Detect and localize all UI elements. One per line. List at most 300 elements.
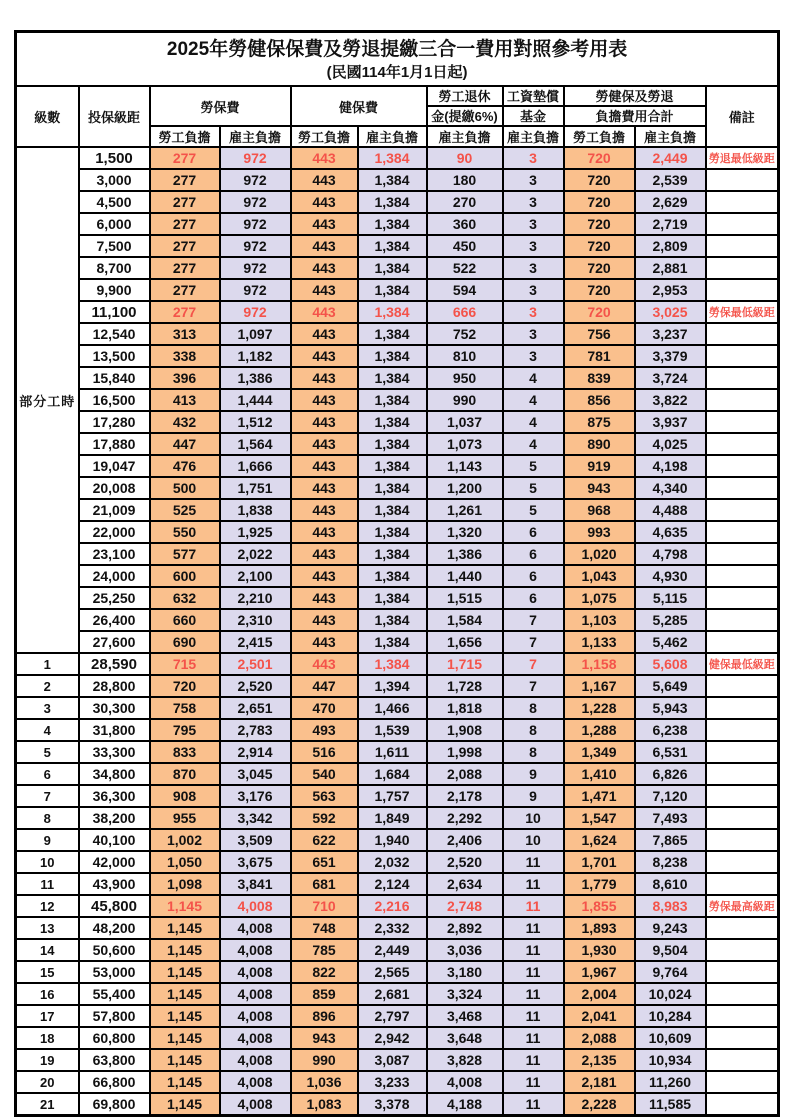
labor-employee-cell: 277 xyxy=(150,301,220,323)
level-cell: 10 xyxy=(16,851,79,873)
health-employee-cell: 493 xyxy=(291,719,358,741)
bracket-cell: 34,800 xyxy=(79,763,150,785)
health-employee-cell: 443 xyxy=(291,279,358,301)
wage-fund-employer-cell: 11 xyxy=(503,1027,564,1049)
pension-employer-cell: 180 xyxy=(427,169,503,191)
total-employer-cell: 5,649 xyxy=(635,675,706,697)
table-row xyxy=(16,851,779,873)
labor-employee-cell: 277 xyxy=(150,279,220,301)
labor-employer-cell: 1,182 xyxy=(220,345,291,367)
health-employee-cell: 592 xyxy=(291,807,358,829)
level-cell: 8 xyxy=(16,807,79,829)
bracket-cell: 50,600 xyxy=(79,939,150,961)
pension-employer-cell: 950 xyxy=(427,367,503,389)
labor-employer-cell: 3,342 xyxy=(220,807,291,829)
level-cell: 20 xyxy=(16,1071,79,1093)
health-employer-cell: 1,384 xyxy=(358,653,427,675)
total-employer-cell: 2,629 xyxy=(635,191,706,213)
table-row xyxy=(16,587,779,609)
pension-employer-cell: 594 xyxy=(427,279,503,301)
health-employer-cell: 1,384 xyxy=(358,213,427,235)
pension-employer-cell: 1,440 xyxy=(427,565,503,587)
total-employee-cell: 2,135 xyxy=(564,1049,635,1071)
wage-fund-employer-cell: 4 xyxy=(503,389,564,411)
total-employee-cell: 1,043 xyxy=(564,565,635,587)
wage-fund-employer-cell: 9 xyxy=(503,763,564,785)
remark-cell xyxy=(706,1093,779,1116)
health-employer-cell: 2,216 xyxy=(358,895,427,917)
health-employee-cell: 681 xyxy=(291,873,358,895)
table-row xyxy=(16,829,779,851)
table-row xyxy=(16,961,779,983)
remark-cell xyxy=(706,675,779,697)
labor-employee-cell: 1,098 xyxy=(150,873,220,895)
pension-employer-cell: 2,178 xyxy=(427,785,503,807)
labor-employee-cell: 277 xyxy=(150,235,220,257)
wage-fund-employer-cell: 11 xyxy=(503,1005,564,1027)
bracket-cell: 36,300 xyxy=(79,785,150,807)
wage-fund-employer-cell: 4 xyxy=(503,367,564,389)
table-row xyxy=(16,279,779,301)
total-employer-cell: 3,822 xyxy=(635,389,706,411)
total-employer-cell: 3,724 xyxy=(635,367,706,389)
remark-cell xyxy=(706,477,779,499)
health-employee-cell: 443 xyxy=(291,543,358,565)
total-employee-cell: 720 xyxy=(564,213,635,235)
health-employee-cell: 622 xyxy=(291,829,358,851)
bracket-cell: 33,300 xyxy=(79,741,150,763)
labor-employee-cell: 1,050 xyxy=(150,851,220,873)
total-employee-cell: 1,624 xyxy=(564,829,635,851)
pension-employer-cell: 3,648 xyxy=(427,1027,503,1049)
page-title: 2025年勞健保保費及勞退提繳三合一費用對照參考用表 xyxy=(166,39,628,61)
health-employee-cell: 943 xyxy=(291,1027,358,1049)
wage-fund-employer-cell: 3 xyxy=(503,235,564,257)
health-employer-cell: 1,384 xyxy=(358,389,427,411)
remark-cell xyxy=(706,873,779,895)
remark-cell xyxy=(706,213,779,235)
wage-fund-employer-cell: 3 xyxy=(503,191,564,213)
pension-employer-cell: 810 xyxy=(427,345,503,367)
table-row xyxy=(16,873,779,895)
remark-cell xyxy=(706,499,779,521)
table-row xyxy=(16,455,779,477)
labor-employer-cell: 1,751 xyxy=(220,477,291,499)
remark-cell xyxy=(706,367,779,389)
total-employee-cell: 1,349 xyxy=(564,741,635,763)
total-employee-cell: 2,228 xyxy=(564,1093,635,1116)
pension-employer-cell: 90 xyxy=(427,147,503,169)
pension-employer-cell: 1,200 xyxy=(427,477,503,499)
health-employee-cell: 1,083 xyxy=(291,1093,358,1116)
labor-employee-cell: 1,145 xyxy=(150,961,220,983)
labor-employer-cell: 1,666 xyxy=(220,455,291,477)
labor-employer-cell: 4,008 xyxy=(220,983,291,1005)
labor-employee-cell: 476 xyxy=(150,455,220,477)
wage-fund-employer-cell: 10 xyxy=(503,807,564,829)
wage-fund-employer-cell: 3 xyxy=(503,345,564,367)
total-employee-cell: 993 xyxy=(564,521,635,543)
pension-employer-cell: 666 xyxy=(427,301,503,323)
col-header-labor-insurance: 勞保費 xyxy=(150,86,291,126)
labor-employee-cell: 1,145 xyxy=(150,939,220,961)
labor-employee-cell: 432 xyxy=(150,411,220,433)
bracket-cell: 19,047 xyxy=(79,455,150,477)
health-employer-cell: 1,849 xyxy=(358,807,427,829)
level-cell: 5 xyxy=(16,741,79,763)
level-cell: 18 xyxy=(16,1027,79,1049)
total-employer-cell: 5,462 xyxy=(635,631,706,653)
health-employer-cell: 1,384 xyxy=(358,543,427,565)
bracket-cell: 12,540 xyxy=(79,323,150,345)
health-employee-cell: 443 xyxy=(291,587,358,609)
health-employee-cell: 540 xyxy=(291,763,358,785)
table-row xyxy=(16,653,779,675)
bracket-cell: 16,500 xyxy=(79,389,150,411)
total-employer-cell: 5,943 xyxy=(635,697,706,719)
labor-employer-cell: 2,210 xyxy=(220,587,291,609)
wage-fund-employer-cell: 3 xyxy=(503,213,564,235)
labor-employer-cell: 2,501 xyxy=(220,653,291,675)
col-header-pension-line2: 金(提繳6%) xyxy=(427,106,503,126)
remark-cell xyxy=(706,961,779,983)
wage-fund-employer-cell: 8 xyxy=(503,719,564,741)
labor-employee-cell: 955 xyxy=(150,807,220,829)
total-employee-cell: 1,779 xyxy=(564,873,635,895)
health-employee-cell: 990 xyxy=(291,1049,358,1071)
health-employee-cell: 443 xyxy=(291,213,358,235)
wage-fund-employer-cell: 5 xyxy=(503,455,564,477)
bracket-cell: 25,250 xyxy=(79,587,150,609)
level-cell: 14 xyxy=(16,939,79,961)
total-employee-cell: 1,158 xyxy=(564,653,635,675)
labor-employee-cell: 500 xyxy=(150,477,220,499)
remark-cell xyxy=(706,323,779,345)
health-employee-cell: 443 xyxy=(291,257,358,279)
pension-employer-cell: 3,468 xyxy=(427,1005,503,1027)
health-employer-cell: 2,124 xyxy=(358,873,427,895)
table-row xyxy=(16,147,779,169)
total-employee-cell: 1,967 xyxy=(564,961,635,983)
pension-employer-cell: 1,656 xyxy=(427,631,503,653)
health-employee-cell: 896 xyxy=(291,1005,358,1027)
bracket-cell: 60,800 xyxy=(79,1027,150,1049)
bracket-cell: 53,000 xyxy=(79,961,150,983)
table-row xyxy=(16,213,779,235)
total-employee-cell: 890 xyxy=(564,433,635,455)
bracket-cell: 30,300 xyxy=(79,697,150,719)
pension-employer-cell: 4,008 xyxy=(427,1071,503,1093)
remark-cell xyxy=(706,917,779,939)
wage-fund-employer-cell: 3 xyxy=(503,279,564,301)
wage-fund-employer-cell: 10 xyxy=(503,829,564,851)
health-employee-cell: 447 xyxy=(291,675,358,697)
total-employee-cell: 2,088 xyxy=(564,1027,635,1049)
labor-employer-cell: 1,386 xyxy=(220,367,291,389)
wage-fund-employer-cell: 7 xyxy=(503,653,564,675)
table-row xyxy=(16,389,779,411)
health-employer-cell: 1,384 xyxy=(358,477,427,499)
table-row xyxy=(16,345,779,367)
total-employer-cell: 2,449 xyxy=(635,147,706,169)
labor-employee-cell: 660 xyxy=(150,609,220,631)
remark-cell xyxy=(706,785,779,807)
total-employer-cell: 5,285 xyxy=(635,609,706,631)
remark-cell xyxy=(706,851,779,873)
remark-cell xyxy=(706,169,779,191)
health-employee-cell: 443 xyxy=(291,147,358,169)
level-cell: 2 xyxy=(16,675,79,697)
total-employee-cell: 720 xyxy=(564,235,635,257)
bracket-cell: 15,840 xyxy=(79,367,150,389)
level-cell: 9 xyxy=(16,829,79,851)
bracket-cell: 11,100 xyxy=(79,301,150,323)
total-employee-cell: 720 xyxy=(564,301,635,323)
wage-fund-employer-cell: 8 xyxy=(503,741,564,763)
health-employee-cell: 785 xyxy=(291,939,358,961)
wage-fund-employer-cell: 6 xyxy=(503,543,564,565)
pension-employer-cell: 1,728 xyxy=(427,675,503,697)
total-employer-cell: 8,610 xyxy=(635,873,706,895)
table-row xyxy=(16,1049,779,1071)
labor-employee-cell: 715 xyxy=(150,653,220,675)
health-employer-cell: 1,384 xyxy=(358,301,427,323)
table-row xyxy=(16,367,779,389)
total-employee-cell: 1,103 xyxy=(564,609,635,631)
total-employee-cell: 756 xyxy=(564,323,635,345)
health-employer-cell: 1,384 xyxy=(358,345,427,367)
health-employer-cell: 1,384 xyxy=(358,631,427,653)
health-employer-cell: 1,384 xyxy=(358,147,427,169)
total-employer-cell: 4,798 xyxy=(635,543,706,565)
labor-employee-cell: 1,002 xyxy=(150,829,220,851)
pension-employer-cell: 2,520 xyxy=(427,851,503,873)
bracket-cell: 48,200 xyxy=(79,917,150,939)
labor-employee-cell: 908 xyxy=(150,785,220,807)
table-row xyxy=(16,895,779,917)
table-row xyxy=(16,235,779,257)
subheader-wage-fund-employer: 雇主負擔 xyxy=(503,126,564,147)
health-employer-cell: 1,384 xyxy=(358,323,427,345)
remark-cell xyxy=(706,719,779,741)
bracket-cell: 57,800 xyxy=(79,1005,150,1027)
labor-employer-cell: 972 xyxy=(220,301,291,323)
labor-employer-cell: 972 xyxy=(220,191,291,213)
wage-fund-employer-cell: 7 xyxy=(503,631,564,653)
bracket-cell: 22,000 xyxy=(79,521,150,543)
total-employer-cell: 3,937 xyxy=(635,411,706,433)
pension-employer-cell: 1,037 xyxy=(427,411,503,433)
total-employer-cell: 4,635 xyxy=(635,521,706,543)
bracket-cell: 7,500 xyxy=(79,235,150,257)
subheader-total-employee: 勞工負擔 xyxy=(564,126,635,147)
wage-fund-employer-cell: 11 xyxy=(503,851,564,873)
pension-employer-cell: 1,386 xyxy=(427,543,503,565)
health-employee-cell: 443 xyxy=(291,411,358,433)
pension-employer-cell: 522 xyxy=(427,257,503,279)
pension-employer-cell: 2,748 xyxy=(427,895,503,917)
level-cell: 13 xyxy=(16,917,79,939)
labor-employer-cell: 3,045 xyxy=(220,763,291,785)
bracket-cell: 3,000 xyxy=(79,169,150,191)
bracket-cell: 28,800 xyxy=(79,675,150,697)
table-row xyxy=(16,169,779,191)
total-employee-cell: 839 xyxy=(564,367,635,389)
remark-cell xyxy=(706,521,779,543)
wage-fund-employer-cell: 11 xyxy=(503,983,564,1005)
health-employee-cell: 443 xyxy=(291,389,358,411)
wage-fund-employer-cell: 4 xyxy=(503,411,564,433)
total-employee-cell: 1,020 xyxy=(564,543,635,565)
bracket-cell: 28,590 xyxy=(79,653,150,675)
health-employer-cell: 3,378 xyxy=(358,1093,427,1116)
wage-fund-employer-cell: 5 xyxy=(503,477,564,499)
total-employer-cell: 11,260 xyxy=(635,1071,706,1093)
wage-fund-employer-cell: 11 xyxy=(503,1071,564,1093)
health-employer-cell: 1,394 xyxy=(358,675,427,697)
bracket-cell: 45,800 xyxy=(79,895,150,917)
pension-employer-cell: 2,088 xyxy=(427,763,503,785)
premium-table xyxy=(14,30,780,1117)
total-employer-cell: 2,881 xyxy=(635,257,706,279)
health-employee-cell: 443 xyxy=(291,345,358,367)
labor-employer-cell: 4,008 xyxy=(220,1093,291,1116)
total-employee-cell: 1,930 xyxy=(564,939,635,961)
wage-fund-employer-cell: 7 xyxy=(503,609,564,631)
table-row xyxy=(16,697,779,719)
total-employer-cell: 3,379 xyxy=(635,345,706,367)
wage-fund-employer-cell: 9 xyxy=(503,785,564,807)
level-cell: 12 xyxy=(16,895,79,917)
labor-employee-cell: 720 xyxy=(150,675,220,697)
bracket-cell: 17,280 xyxy=(79,411,150,433)
table-row xyxy=(16,785,779,807)
labor-employer-cell: 2,022 xyxy=(220,543,291,565)
labor-employer-cell: 2,310 xyxy=(220,609,291,631)
remark-cell xyxy=(706,565,779,587)
table-row xyxy=(16,301,779,323)
pension-employer-cell: 2,892 xyxy=(427,917,503,939)
labor-employer-cell: 3,675 xyxy=(220,851,291,873)
health-employer-cell: 1,940 xyxy=(358,829,427,851)
health-employer-cell: 2,681 xyxy=(358,983,427,1005)
health-employee-cell: 443 xyxy=(291,169,358,191)
labor-employee-cell: 632 xyxy=(150,587,220,609)
remark-cell xyxy=(706,939,779,961)
table-row xyxy=(16,411,779,433)
subheader-labor-employee: 勞工負擔 xyxy=(150,126,220,147)
labor-employer-cell: 4,008 xyxy=(220,1049,291,1071)
subheader-total-employer: 雇主負擔 xyxy=(635,126,706,147)
table-row xyxy=(16,499,779,521)
total-employee-cell: 1,410 xyxy=(564,763,635,785)
labor-employer-cell: 4,008 xyxy=(220,1005,291,1027)
pension-employer-cell: 1,143 xyxy=(427,455,503,477)
pension-employer-cell: 1,584 xyxy=(427,609,503,631)
health-employee-cell: 859 xyxy=(291,983,358,1005)
health-employer-cell: 1,384 xyxy=(358,367,427,389)
pension-employer-cell: 270 xyxy=(427,191,503,213)
total-employee-cell: 1,288 xyxy=(564,719,635,741)
total-employer-cell: 4,340 xyxy=(635,477,706,499)
labor-employer-cell: 972 xyxy=(220,235,291,257)
total-employer-cell: 5,115 xyxy=(635,587,706,609)
total-employee-cell: 1,547 xyxy=(564,807,635,829)
health-employer-cell: 1,384 xyxy=(358,411,427,433)
remark-cell: 勞保最高級距 xyxy=(706,895,779,917)
health-employer-cell: 1,466 xyxy=(358,697,427,719)
wage-fund-employer-cell: 4 xyxy=(503,433,564,455)
remark-cell xyxy=(706,631,779,653)
bracket-cell: 69,800 xyxy=(79,1093,150,1116)
health-employee-cell: 710 xyxy=(291,895,358,917)
total-employer-cell: 7,865 xyxy=(635,829,706,851)
labor-employee-cell: 525 xyxy=(150,499,220,521)
health-employer-cell: 3,233 xyxy=(358,1071,427,1093)
labor-employer-cell: 2,520 xyxy=(220,675,291,697)
bracket-cell: 43,900 xyxy=(79,873,150,895)
labor-employer-cell: 2,100 xyxy=(220,565,291,587)
bracket-cell: 17,880 xyxy=(79,433,150,455)
table-title-block xyxy=(16,32,779,87)
health-employee-cell: 443 xyxy=(291,323,358,345)
health-employer-cell: 1,384 xyxy=(358,565,427,587)
total-employee-cell: 1,471 xyxy=(564,785,635,807)
labor-employer-cell: 1,097 xyxy=(220,323,291,345)
wage-fund-employer-cell: 3 xyxy=(503,169,564,191)
health-employer-cell: 2,032 xyxy=(358,851,427,873)
health-employer-cell: 2,332 xyxy=(358,917,427,939)
level-group-cell: 部分工時 xyxy=(16,147,79,653)
bracket-cell: 9,900 xyxy=(79,279,150,301)
col-header-wage-fund-line2: 基金 xyxy=(503,106,564,126)
total-employee-cell: 1,701 xyxy=(564,851,635,873)
labor-employee-cell: 1,145 xyxy=(150,895,220,917)
pension-employer-cell: 1,073 xyxy=(427,433,503,455)
table-row xyxy=(16,257,779,279)
health-employee-cell: 443 xyxy=(291,521,358,543)
remark-cell xyxy=(706,1005,779,1027)
pension-employer-cell: 2,634 xyxy=(427,873,503,895)
labor-employer-cell: 1,564 xyxy=(220,433,291,455)
remark-cell xyxy=(706,1027,779,1049)
total-employer-cell: 10,024 xyxy=(635,983,706,1005)
labor-employee-cell: 1,145 xyxy=(150,1049,220,1071)
labor-employer-cell: 972 xyxy=(220,213,291,235)
remark-cell xyxy=(706,763,779,785)
total-employer-cell: 5,608 xyxy=(635,653,706,675)
labor-employee-cell: 795 xyxy=(150,719,220,741)
labor-employer-cell: 3,509 xyxy=(220,829,291,851)
remark-cell xyxy=(706,455,779,477)
total-employee-cell: 1,855 xyxy=(564,895,635,917)
labor-employer-cell: 3,841 xyxy=(220,873,291,895)
pension-employer-cell: 1,818 xyxy=(427,697,503,719)
total-employer-cell: 7,120 xyxy=(635,785,706,807)
total-employee-cell: 720 xyxy=(564,279,635,301)
wage-fund-employer-cell: 3 xyxy=(503,323,564,345)
total-employee-cell: 2,181 xyxy=(564,1071,635,1093)
labor-employee-cell: 277 xyxy=(150,169,220,191)
labor-employer-cell: 972 xyxy=(220,257,291,279)
labor-employee-cell: 313 xyxy=(150,323,220,345)
labor-employer-cell: 4,008 xyxy=(220,895,291,917)
health-employee-cell: 470 xyxy=(291,697,358,719)
wage-fund-employer-cell: 11 xyxy=(503,1093,564,1116)
col-header-total-line1: 勞健保及勞退 xyxy=(564,86,706,106)
table-row xyxy=(16,939,779,961)
pension-employer-cell: 1,261 xyxy=(427,499,503,521)
